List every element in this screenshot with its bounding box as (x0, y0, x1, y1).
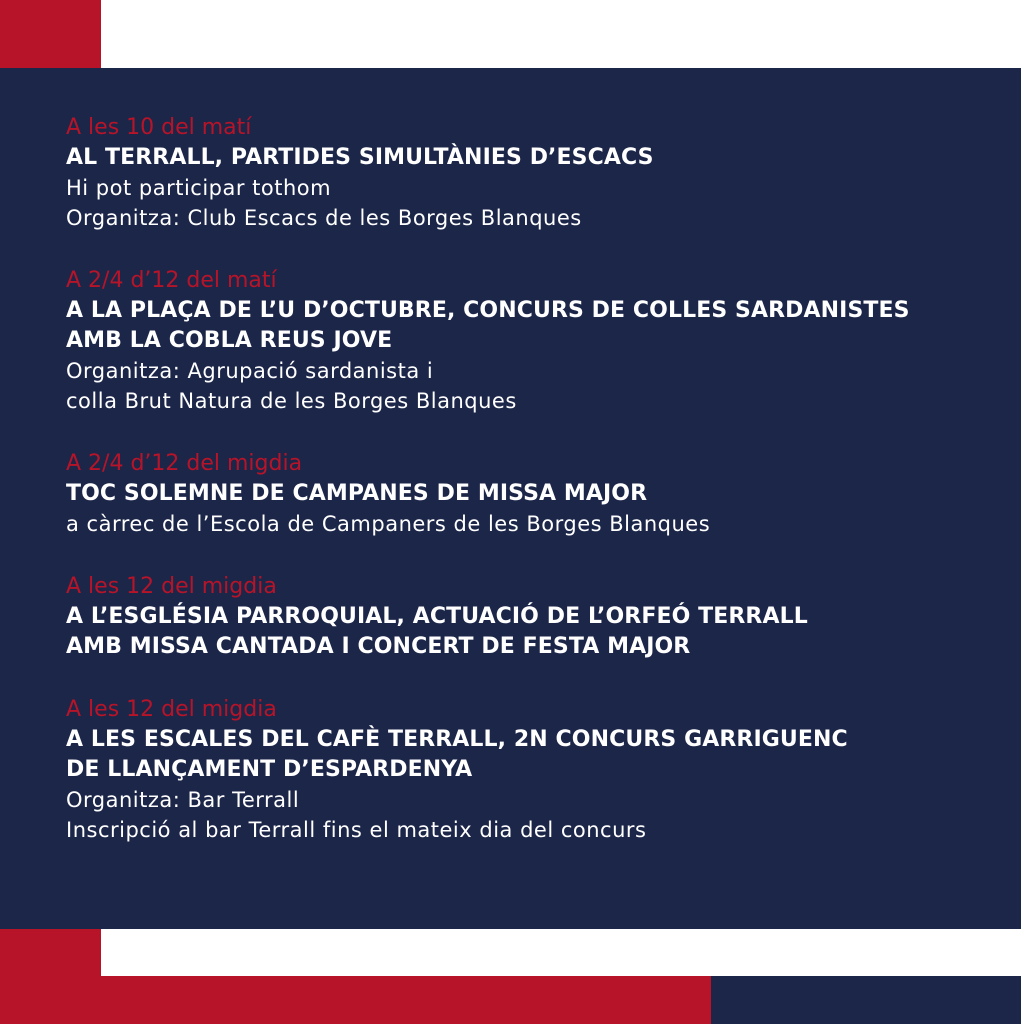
event-item (66, 266, 996, 416)
event-title: DE LLANÇAMENT D’ESPARDENYA (66, 757, 473, 782)
event-item (66, 695, 996, 845)
event-detail: a càrrec de l’Escola de Campaners de les Borges Blanques (66, 512, 711, 536)
event-time: A 2/4 d’12 del matí (66, 268, 277, 293)
top-left-red-block (0, 0, 101, 68)
event-detail: Hi pot participar tothom (66, 176, 332, 200)
bottom-white-band (101, 929, 1021, 976)
event-list (66, 113, 996, 845)
event-title: TOC SOLEMNE DE CAMPANES DE MISSA MAJOR (66, 481, 648, 506)
event-title: AMB LA COBLA REUS JOVE (66, 328, 393, 353)
event-time: A les 12 del migdia (66, 574, 277, 599)
event-title: AMB MISSA CANTADA I CONCERT DE FESTA MAJOR (66, 634, 691, 659)
event-detail: colla Brut Natura de les Borges Blanques (66, 389, 517, 413)
event-detail: Organitza: Club Escacs de les Borges Blanques (66, 206, 582, 230)
bottom-left-red-block (0, 929, 101, 1024)
event-item (66, 572, 996, 662)
event-title: A L’ESGLÉSIA PARROQUIAL, ACTUACIÓ DE L’ORFEÓ TERRALL (66, 604, 808, 629)
event-detail: Organitza: Bar Terrall (66, 788, 300, 812)
event-time: A les 10 del matí (66, 115, 252, 140)
event-title: A LA PLAÇA DE L’U D’OCTUBRE, CONCURS DE COLLES SARDANISTES (66, 298, 910, 323)
event-title: A LES ESCALES DEL CAFÈ TERRALL, 2N CONCURS GARRIGUENC (66, 727, 848, 752)
event-detail: Organitza: Agrupació sardanista i (66, 359, 434, 383)
bottom-right-navy-block (711, 976, 1021, 1024)
event-item (66, 113, 996, 233)
event-detail: Inscripció al bar Terrall fins el mateix dia del concurs (66, 818, 647, 842)
event-time: A 2/4 d’12 del migdia (66, 451, 303, 476)
bottom-red-band (101, 976, 711, 1024)
event-item (66, 449, 996, 539)
event-time: A les 12 del migdia (66, 697, 277, 722)
top-white-band (101, 0, 1021, 68)
event-title: AL TERRALL, PARTIDES SIMULTÀNIES D’ESCACS (66, 145, 654, 170)
